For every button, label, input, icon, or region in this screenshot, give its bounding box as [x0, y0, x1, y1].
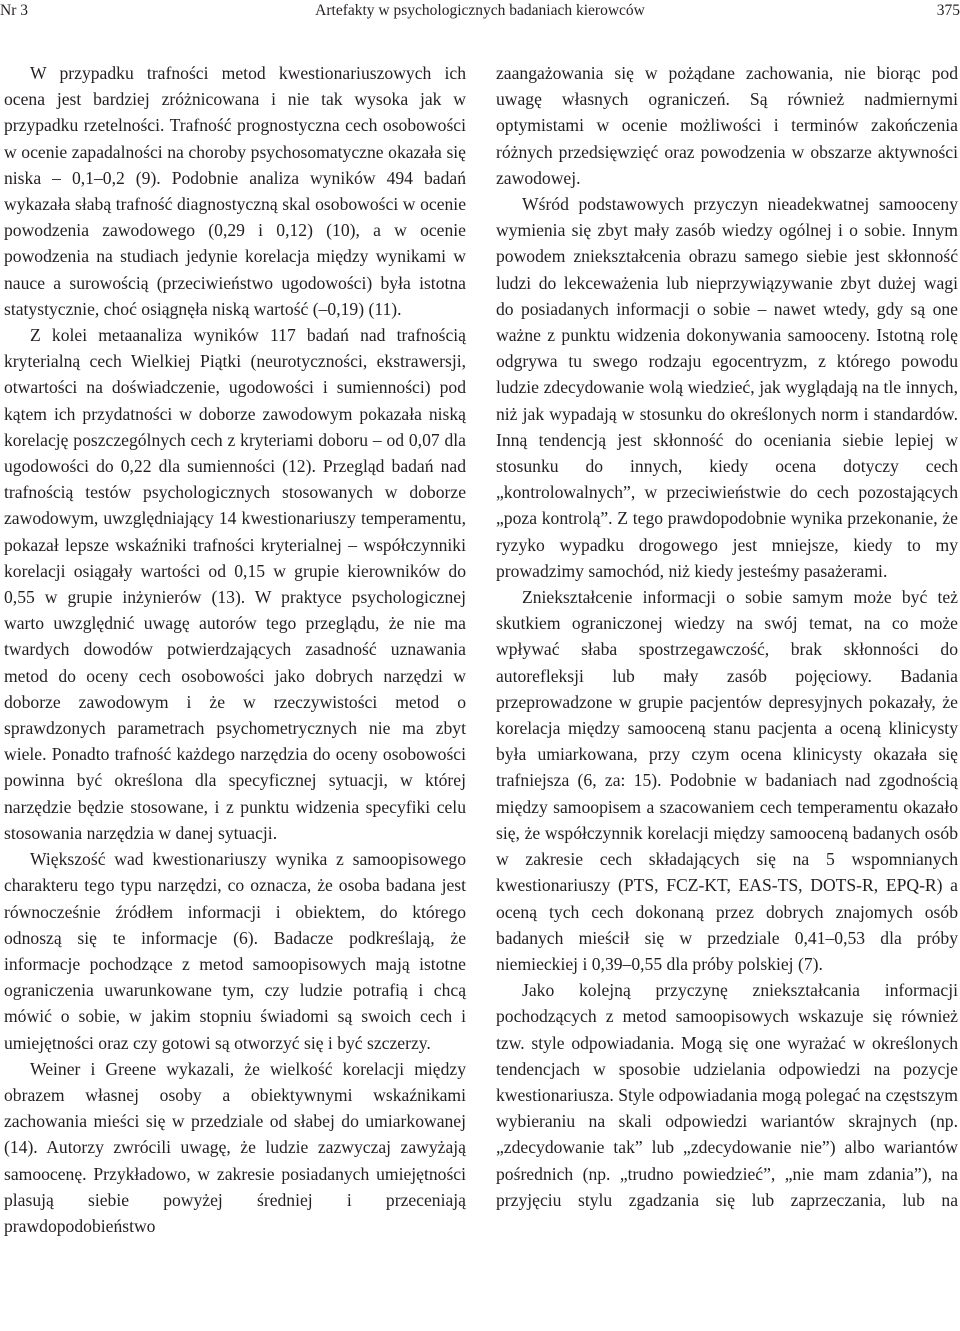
paragraph: zaangażowania się w pożądane zachowania, nie biorąc pod uwagę własnych ograniczeń. Są również nadmiernymi optymistami w ocenie możliwości i terminów zakończenia różnych przedsięwzięć oraz powodzenia w obszarze aktywności zawodowej.	[496, 63, 958, 188]
page-number: 375	[936, 2, 960, 19]
article-title: Artefakty w psychologicznych badaniach kierowców	[315, 2, 645, 19]
left-column	[4, 60, 466, 1239]
paragraph: Zniekształcenie informacji o sobie samym może być też skutkiem ograniczonej wiedzy na swój temat, na co może wpływać słaba spostrzegawczość, brak skłonności do autorefleksji lub mały zasób pojęciowy. Badania przeprowadzone w grupie pacjentów depresyjnych pokazały, że korelacja między samooceną stanu pacjenta a oceną klinicysty była umiarkowana, przy czym ocena klinicysty okazała się trafniejsza (6, za: 15). Podobnie w badaniach nad zgodnością między samoopisem a szacowaniem cech temperamentu okazało się, że współczynnik korelacji między samooceną badanych osób w zakresie cech składających się na 5 wspomnianych kwestionariuszy (PTS, FCZ-KT, EAS-TS, DOTS-R, EPQ-R) a oceną tych cech dokonaną przez dobrych znajomych osób badanych mieścił się w przedziale 0,41–0,53 dla próby niemieckiej i 0,39–0,55 dla próby polskiej (7).	[496, 587, 958, 974]
right-column	[496, 60, 958, 1213]
running-header	[0, 0, 960, 22]
paragraph: Jako kolejną przyczynę zniekształcania informacji pochodzących z metod samoopisowych wskazuje się również tzw. style odpowiadania. Mogą się one wyrażać w określonych tendencjach w sposobie udzielania odpowiedzi na pozycje kwestionariusza. Style odpowiadania mogą polegać na częstszym wybieraniu na skali odpowiedzi wariantów skrajnych (np. „zdecydowanie tak” lub „zdecydowanie nie”) albo wariantów pośrednich (np. „trudno powiedzieć”, „nie mam zdania”), na przyjęciu stylu zgadzania się lub zaprzeczania, lub na	[496, 980, 958, 1210]
paragraph: Weiner i Greene wykazali, że wielkość korelacji między obrazem własnej osoby a obiektywnymi wskaźnikami zachowania mieści się w przedziale od słabej do umiarkowanej (14). Autorzy zwrócili uwagę, że ludzie zazwyczaj zawyżają samoocenę. Przykładowo, w zakresie posiadanych umiejętności plasują siebie powyżej średniej i przeceniają prawdopodobieństwo	[4, 1058, 466, 1236]
paragraph: Większość wad kwestionariuszy wynika z samoopisowego charakteru tego typu narzędzi, co oznacza, że osoba badana jest równocześnie źródłem informacji i obiektem, do którego odnoszą się te informacje (6). Badacze podkreślają, że informacje pochodzące z metod samoopisowych mają istotne ograniczenia uwarunkowane tym, czy ludzie potrafią i chcą mówić o sobie, w jakim stopniu świadomi są swoich cech i umiejętności oraz czy gotowi są otworzyć się i być szczerzy.	[4, 849, 466, 1053]
paragraph: Wśród podstawowych przyczyn nieadekwatnej samooceny wymienia się zbyt mały zasób wiedzy ogólnej i o sobie. Innym powodem zniekształcenia obrazu samego siebie jest skłonność ludzi do lekceważenia lub nieprzywiązywanie zbyt dużej wagi do posiadanych informacji o sobie – nawet wtedy, gdy są one ważne z punktu widzenia dokonywania samooceny. Istotną rolę odgrywa tu swego rodzaju egocentryzm, z którego powodu ludzie zdecydowanie wolą wiedzieć, jak wyglądają na tle innych, niż jak wypadają w stosunku do określonych norm i standardów. Inną tendencją jest skłonność do oceniania siebie lepiej w stosunku do innych, kiedy ocena dotyczy cech „kontrolowalnych”, w przeciwieństwie do cech pozostających „poza kontrolą”. Z tego prawdopodobnie wynika przekonanie, że ryzyko wypadku drogowego jest mniejsze, kiedy to my prowadzimy samochód, niż kiedy jesteśmy pasażerami.	[496, 194, 958, 581]
paragraph: Z kolei metaanaliza wyników 117 badań nad trafnością kryterialną cech Wielkiej Piątki (neurotyczności, ekstrawersji, otwartości na doświadczenie, ugodowości i sumienności) pod kątem ich przydatności w doborze zawodowym pokazała niską korelację poszczególnych cech z kryteriami doboru – od 0,07 dla ugodowości do 0,22 dla sumienności (12). Przegląd badań nad trafnością testów psychologicznych stosowanych w doborze zawodowym, uwzględniający 14 kwestionariuszy temperamentu, pokazał lepsze wskaźniki trafności kryterialnej – współczynniki korelacji osiągały wartości od 0,15 w grupie kierowników do 0,55 w grupie inżynierów (13). W praktyce psychologicznej warto uwzględnić uwagę autorów tego przeglądu, że nie ma twardych dowodów potwierdzających zasadność uznawania metod do oceny cech osobowości jako dobrych narzędzi w doborze zawodowym i że w rzeczywistości metod o sprawdzonych parametrach psychometrycznych nie ma zbyt wiele. Ponadto trafność każdego narzędzia do oceny osobowości powinna być określona dla specyficznej sytuacji, w której narzędzie będzie stosowane, i z punktu widzenia specyfiki celu stosowania narzędzia w danej sytuacji.	[4, 325, 466, 843]
journal-issue: Nr 3	[0, 2, 28, 19]
paragraph: W przypadku trafności metod kwestionariuszowych ich ocena jest bardziej zróżnicowana i nie tak wysoka jak w przypadku rzetelności. Trafność prognostyczna cech osobowości w ocenie zapadalności na choroby psychosomatyczne okazała się niska – 0,1–0,2 (9). Podobnie analiza wyników 494 badań wykazała słabą trafność diagnostyczną skal osobowości w ocenie powodzenia zawodowego (0,29 i 0,12) (10), a w ocenie powodzenia na studiach jedynie korelacja między wynikami w nauce a surowością (przeciwieństwo ugodowości) była istotna statystycznie, choć osiągnęła niską wartość (–0,19) (11).	[4, 63, 466, 319]
